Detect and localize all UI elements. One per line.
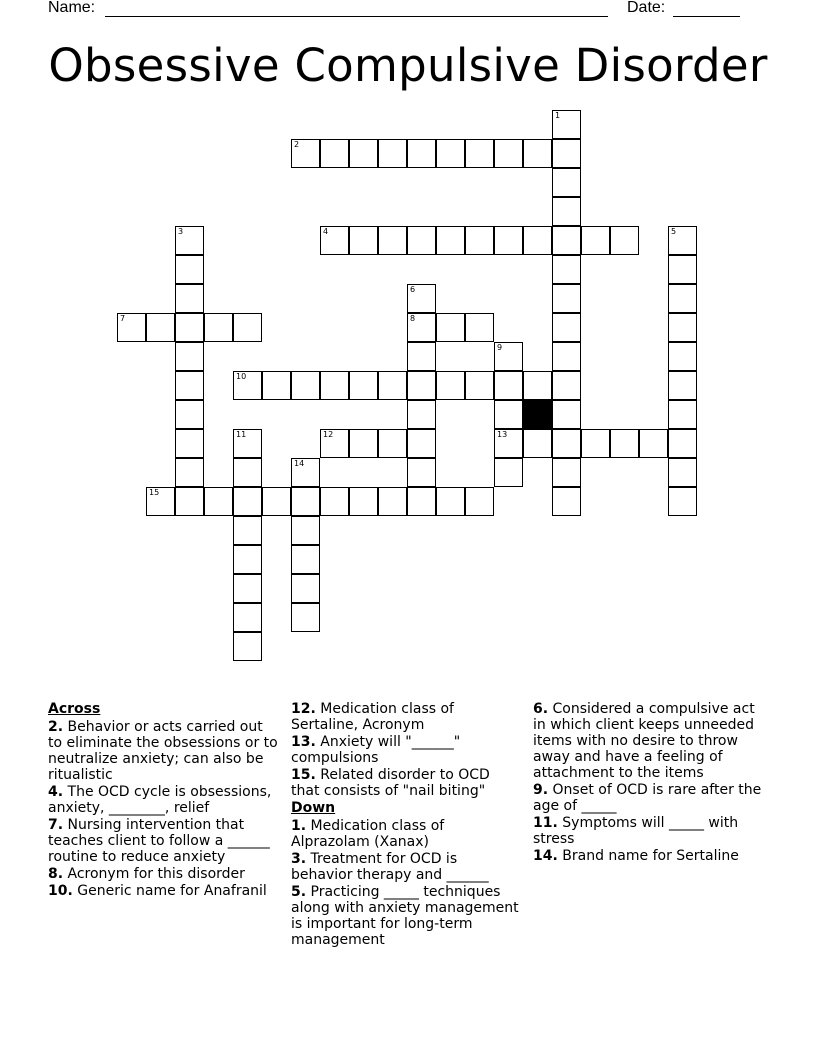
clue-number: 4	[323, 227, 329, 236]
grid-cell[interactable]	[668, 342, 697, 371]
grid-cell[interactable]	[668, 284, 697, 313]
grid-cell[interactable]	[523, 226, 552, 255]
grid-cell[interactable]	[349, 429, 378, 458]
grid-cell[interactable]	[175, 458, 204, 487]
grid-cell[interactable]	[175, 487, 204, 516]
clue-number: 6	[410, 285, 416, 294]
clue-number: 5	[671, 227, 677, 236]
grid-cell[interactable]	[523, 139, 552, 168]
clue-number: 8	[410, 314, 416, 323]
grid-cell[interactable]	[378, 139, 407, 168]
clue-across-2: 2. Behavior or acts carried out to eliminate the obsessions or to neutralize anxiety; can also be ritualistic	[48, 719, 278, 783]
grid-cell[interactable]	[407, 284, 436, 313]
clue-number: 15	[149, 488, 160, 497]
grid-cell[interactable]	[668, 313, 697, 342]
grid-cell[interactable]	[349, 226, 378, 255]
grid-cell[interactable]	[291, 574, 320, 603]
grid-cell[interactable]	[233, 516, 262, 545]
clue-down-14: 14. Brand name for Sertaline	[533, 848, 739, 864]
grid-cell[interactable]	[552, 458, 581, 487]
grid-cell[interactable]	[552, 110, 581, 139]
grid-cell[interactable]	[320, 429, 349, 458]
grid-cell[interactable]	[436, 313, 465, 342]
clue-down-11: 11. Symptoms will _____ with stress	[533, 815, 739, 847]
grid-cell[interactable]	[233, 458, 262, 487]
grid-cell[interactable]	[175, 226, 204, 255]
grid-cell[interactable]	[465, 313, 494, 342]
clue-number: 13	[497, 430, 508, 439]
grid-cell[interactable]	[262, 487, 291, 516]
grid-cell[interactable]	[552, 429, 581, 458]
name-label: Name:	[48, 0, 96, 16]
grid-cell[interactable]	[668, 429, 697, 458]
grid-cell[interactable]	[552, 284, 581, 313]
grid-cell[interactable]	[436, 371, 465, 400]
grid-cell[interactable]	[436, 139, 465, 168]
grid-cell[interactable]	[233, 313, 262, 342]
grid-cell[interactable]	[378, 487, 407, 516]
grid-cell[interactable]	[291, 545, 320, 574]
grid-cell[interactable]	[494, 400, 523, 429]
grid-cell[interactable]	[320, 371, 349, 400]
grid-cell[interactable]	[233, 603, 262, 632]
grid-cell[interactable]	[233, 574, 262, 603]
grid-cell[interactable]	[581, 429, 610, 458]
grid-cell[interactable]	[407, 400, 436, 429]
grid-cell[interactable]	[668, 226, 697, 255]
grid-cell[interactable]	[204, 313, 233, 342]
grid-cell[interactable]	[320, 487, 349, 516]
grid-cell[interactable]	[175, 371, 204, 400]
clue-number: 3	[178, 227, 184, 236]
grid-cell[interactable]	[291, 516, 320, 545]
grid-cell[interactable]	[320, 226, 349, 255]
grid-cell[interactable]	[552, 197, 581, 226]
grid-cell[interactable]	[291, 139, 320, 168]
grid-cell[interactable]	[407, 342, 436, 371]
grid-cell[interactable]	[552, 255, 581, 284]
clue-number: 12	[323, 430, 334, 439]
grid-cell[interactable]	[407, 313, 436, 342]
grid-cell[interactable]	[610, 429, 639, 458]
grid-cell[interactable]	[233, 487, 262, 516]
grid-cell[interactable]	[523, 371, 552, 400]
across-heading: Across	[48, 701, 101, 717]
grid-cell[interactable]	[552, 371, 581, 400]
grid-cell[interactable]	[204, 487, 233, 516]
grid-cell[interactable]	[378, 226, 407, 255]
grid-cell[interactable]	[262, 371, 291, 400]
grid-cell[interactable]	[349, 487, 378, 516]
grid-cell[interactable]	[407, 139, 436, 168]
clue-across-10: 10. Generic name for Anafranil	[48, 883, 267, 899]
grid-cell[interactable]	[378, 371, 407, 400]
clue-across-4: 4. The OCD cycle is obsessions, anxiety, ________, relief	[48, 784, 272, 816]
grid-cell[interactable]	[146, 487, 175, 516]
down-heading: Down	[291, 800, 336, 816]
grid-cell[interactable]	[494, 226, 523, 255]
page-title: Obsessive Compulsive Disorder	[48, 39, 768, 92]
grid-cell[interactable]	[349, 139, 378, 168]
clue-down-5: 5. Practicing _____ techniques along with anxiety management is important for long-term management	[291, 884, 519, 948]
clue-number: 7	[120, 314, 126, 323]
grid-cell[interactable]	[175, 429, 204, 458]
grid-cell[interactable]	[436, 487, 465, 516]
grid-cell[interactable]	[436, 226, 465, 255]
grid-cell[interactable]	[407, 371, 436, 400]
grid-cell[interactable]	[291, 371, 320, 400]
grid-cell[interactable]	[668, 255, 697, 284]
clue-across-7: 7. Nursing intervention that teaches client to follow a ______ routine to reduce anxiety	[48, 817, 270, 865]
grid-cell[interactable]	[668, 487, 697, 516]
grid-cell[interactable]	[291, 603, 320, 632]
grid-cell[interactable]	[407, 429, 436, 458]
grid-cell[interactable]	[668, 400, 697, 429]
grid-cell[interactable]	[494, 458, 523, 487]
clue-number: 1	[555, 111, 561, 120]
clue-number: 11	[236, 430, 247, 439]
grid-cell[interactable]	[465, 139, 494, 168]
grid-cell[interactable]	[349, 371, 378, 400]
clue-number: 14	[294, 459, 305, 468]
grid-cell[interactable]	[465, 371, 494, 400]
grid-cell[interactable]	[117, 313, 146, 342]
grid-cell[interactable]	[233, 429, 262, 458]
grid-cell[interactable]	[175, 313, 204, 342]
clue-across-13: 13. Anxiety will "______" compulsions	[291, 734, 461, 766]
grid-cell[interactable]	[552, 226, 581, 255]
grid-cell[interactable]	[233, 545, 262, 574]
grid-cell[interactable]	[291, 487, 320, 516]
grid-cell[interactable]	[233, 632, 262, 661]
clue-down-3: 3. Treatment for OCD is behavior therapy and ______	[291, 851, 489, 883]
clue-across-15: 15. Related disorder to OCD that consists of "nail biting"	[291, 767, 490, 799]
clues-column-2	[291, 701, 519, 949]
grid-cell[interactable]	[552, 342, 581, 371]
clues-column-1	[48, 701, 278, 900]
grid-cell[interactable]	[581, 226, 610, 255]
clue-down-1: 1. Medication class of Alprazolam (Xanax)	[291, 818, 445, 850]
grid-cell[interactable]	[175, 400, 204, 429]
grid-cell[interactable]	[552, 168, 581, 197]
clues-column-3	[533, 701, 769, 865]
grid-cell[interactable]	[494, 342, 523, 371]
clue-across-8: 8. Acronym for this disorder	[48, 866, 245, 882]
grid-cell[interactable]	[668, 458, 697, 487]
grid-cell[interactable]	[291, 458, 320, 487]
grid-cell[interactable]	[494, 429, 523, 458]
grid-cell[interactable]	[378, 429, 407, 458]
grid-cell[interactable]	[175, 284, 204, 313]
grid-cell[interactable]	[494, 371, 523, 400]
date-label: Date:	[627, 0, 666, 16]
grid-cell[interactable]	[552, 313, 581, 342]
grid-cell[interactable]	[233, 371, 262, 400]
grid-cell[interactable]	[465, 226, 494, 255]
black-cell	[523, 400, 552, 429]
clue-across-12: 12. Medication class of Sertaline, Acronym	[291, 701, 454, 733]
grid-cell[interactable]	[407, 458, 436, 487]
clue-number: 2	[294, 140, 300, 149]
grid-cell[interactable]	[494, 139, 523, 168]
grid-cell[interactable]	[552, 400, 581, 429]
grid-cell[interactable]	[523, 429, 552, 458]
clue-number: 9	[497, 343, 503, 352]
grid-cell[interactable]	[668, 371, 697, 400]
grid-cell[interactable]	[639, 429, 668, 458]
clue-down-6: 6. Considered a compulsive act in which client keeps unneeded items with no desire to throw away and have a feeling of attachment to the items	[533, 701, 755, 781]
grid-cell[interactable]	[465, 487, 494, 516]
grid-cell[interactable]	[175, 255, 204, 284]
grid-cell[interactable]	[407, 487, 436, 516]
grid-cell[interactable]	[552, 487, 581, 516]
grid-cell[interactable]	[175, 342, 204, 371]
grid-cell[interactable]	[407, 226, 436, 255]
grid-cell[interactable]	[552, 139, 581, 168]
clue-number: 10	[236, 372, 247, 381]
grid-cell[interactable]	[320, 139, 349, 168]
clue-down-9: 9. Onset of OCD is rare after the age of _____	[533, 782, 762, 814]
grid-cell[interactable]	[610, 226, 639, 255]
grid-cell[interactable]	[146, 313, 175, 342]
